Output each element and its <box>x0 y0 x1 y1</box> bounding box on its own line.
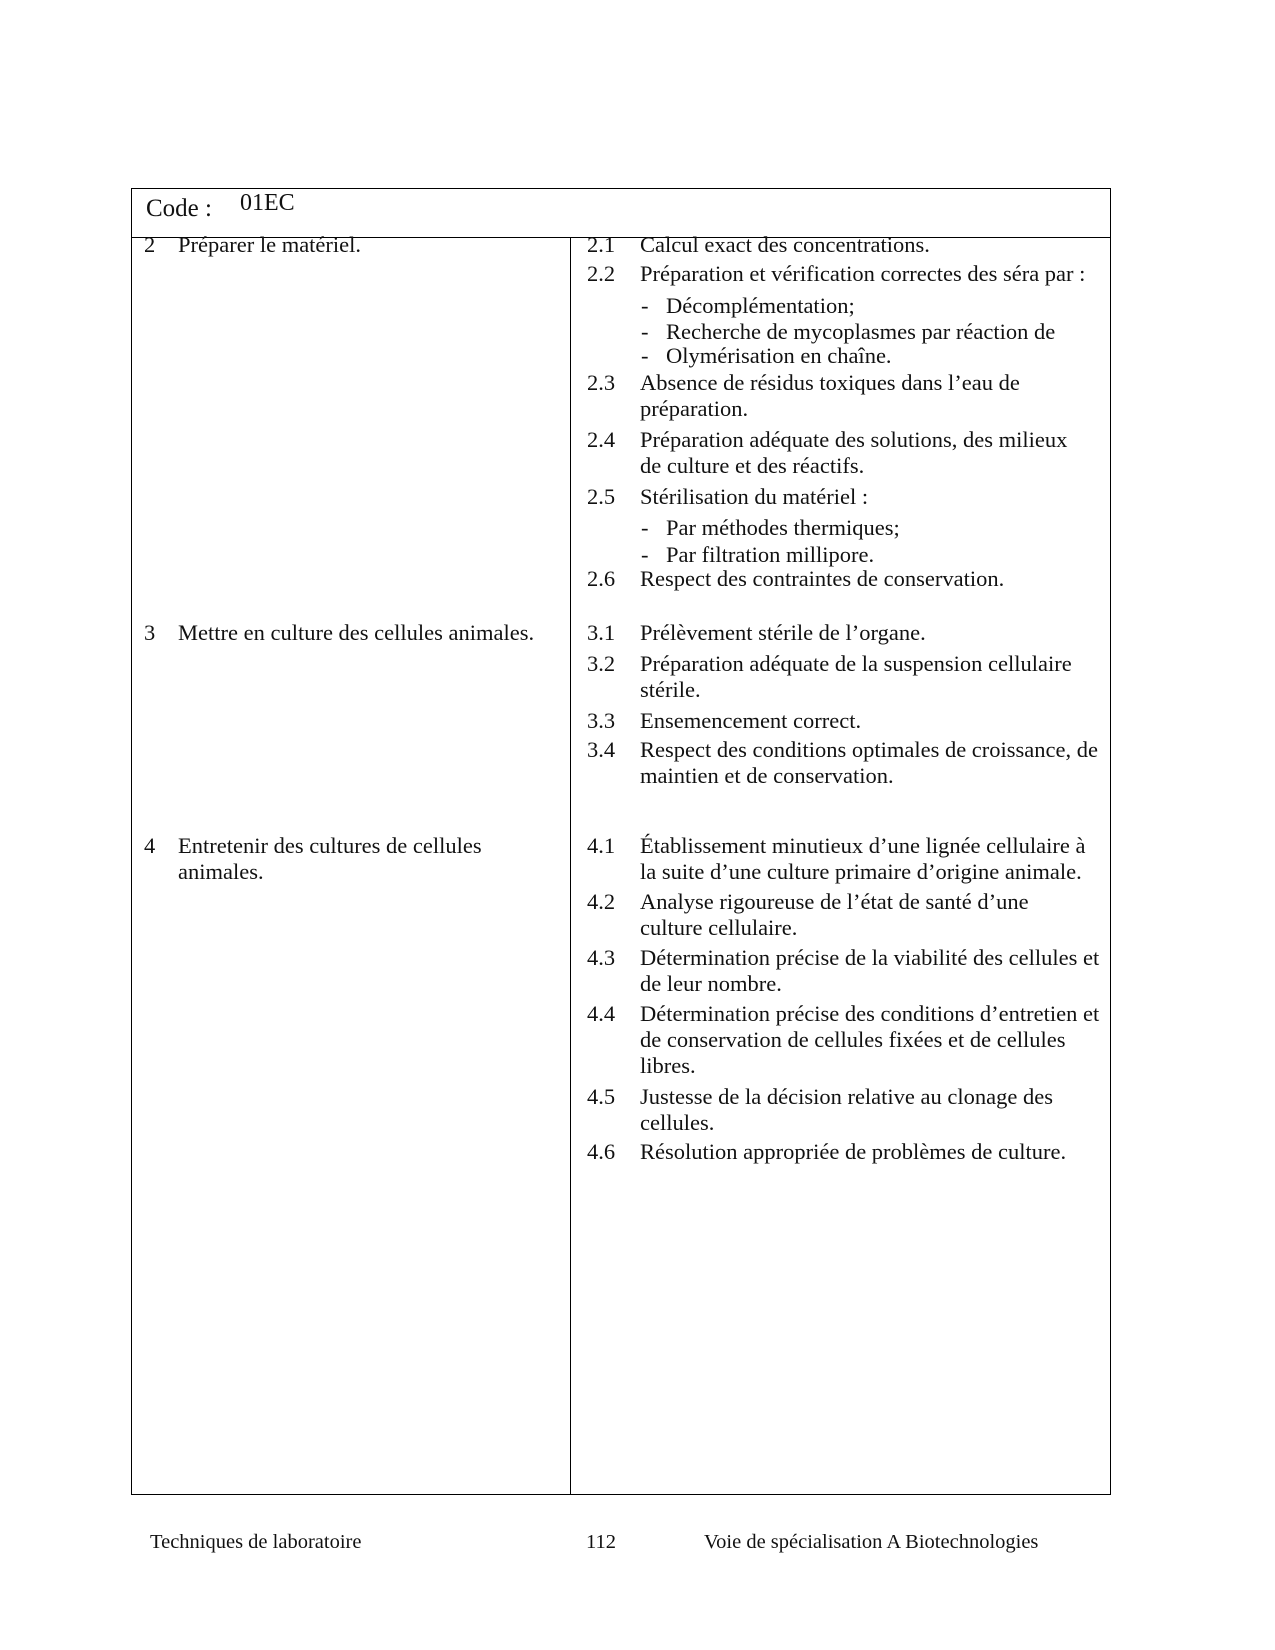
code-value: 01EC <box>240 190 295 216</box>
criterion-number: 3.3 <box>587 708 616 733</box>
criterion-text: Résolution appropriée de problèmes de culture. <box>640 1139 1067 1164</box>
competency-number: 2 <box>144 232 156 257</box>
column-divider <box>570 237 571 1494</box>
criterion-number: 2.2 <box>587 261 616 286</box>
competency-number: 3 <box>144 620 156 645</box>
criterion-number: 2.1 <box>587 232 616 257</box>
criterion-text: Préparation et vérification correctes des séra par : <box>640 261 1086 286</box>
criterion-number: 2.3 <box>587 370 616 395</box>
criterion-text: Respect des conditions optimales de croissance, de maintien et de conservation. <box>640 737 1098 788</box>
page-number: 112 <box>586 1531 616 1553</box>
criterion-number: 2.6 <box>587 566 616 591</box>
sub-item-text: Par méthodes thermiques; <box>666 515 900 540</box>
footer-left: Techniques de laboratoire <box>150 1531 362 1553</box>
dash-bullet: - <box>641 319 649 344</box>
criterion-text: Calcul exact des concentrations. <box>640 232 930 257</box>
criterion-number: 4.1 <box>587 833 616 858</box>
criterion-text: Justesse de la décision relative au clonage des cellules. <box>640 1084 1053 1135</box>
criterion-number: 3.4 <box>587 737 616 762</box>
criterion-number: 4.5 <box>587 1084 616 1109</box>
sub-item-text: Par filtration millipore. <box>666 542 875 567</box>
criterion-text: Stérilisation du matériel : <box>640 484 869 509</box>
competency-text: Entretenir des cultures de cellules animales. <box>178 833 482 884</box>
dash-bullet: - <box>641 542 649 567</box>
code-label: Code : <box>146 195 212 222</box>
criterion-text: Ensemencement correct. <box>640 708 862 733</box>
code-row <box>132 189 1110 238</box>
criterion-text: Détermination précise de la viabilité des cellules et de leur nombre. <box>640 945 1100 996</box>
competency-number: 4 <box>144 833 156 858</box>
criterion-number: 4.2 <box>587 889 616 914</box>
dash-bullet: - <box>641 293 649 318</box>
criterion-number: 4.4 <box>587 1001 616 1026</box>
criterion-text: Détermination précise des conditions d’entretien et de conservation de cellules fixées et de cellules libres. <box>640 1001 1100 1078</box>
dash-bullet: - <box>641 343 649 368</box>
sub-item-text: Décomplémentation; <box>666 293 855 318</box>
criterion-number: 4.3 <box>587 945 616 970</box>
criterion-text: Prélèvement stérile de l’organe. <box>640 620 926 645</box>
footer-right: Voie de spécialisation A Biotechnologies <box>704 1531 1039 1553</box>
criterion-text: Respect des contraintes de conservation. <box>640 566 1005 591</box>
competency-text: Mettre en culture des cellules animales. <box>178 620 535 645</box>
competency-text: Préparer le matériel. <box>178 232 362 257</box>
dash-bullet: - <box>641 515 649 540</box>
criterion-number: 4.6 <box>587 1139 616 1164</box>
criterion-text: Préparation adéquate des solutions, des milieux de culture et des réactifs. <box>640 427 1068 478</box>
sub-item-text: Recherche de mycoplasmes par réaction de <box>666 319 1056 344</box>
criterion-number: 3.2 <box>587 651 616 676</box>
criterion-number: 2.4 <box>587 427 616 452</box>
criterion-text: Établissement minutieux d’une lignée cellulaire à la suite d’une culture primaire d’origine animale. <box>640 833 1086 884</box>
criterion-text: Analyse rigoureuse de l’état de santé d’une culture cellulaire. <box>640 889 1029 940</box>
sub-item-text: Olymérisation en chaîne. <box>666 343 892 368</box>
criterion-number: 3.1 <box>587 620 616 645</box>
criterion-text: Absence de résidus toxiques dans l’eau de préparation. <box>640 370 1020 421</box>
criterion-number: 2.5 <box>587 484 616 509</box>
criterion-text: Préparation adéquate de la suspension cellulaire stérile. <box>640 651 1072 702</box>
